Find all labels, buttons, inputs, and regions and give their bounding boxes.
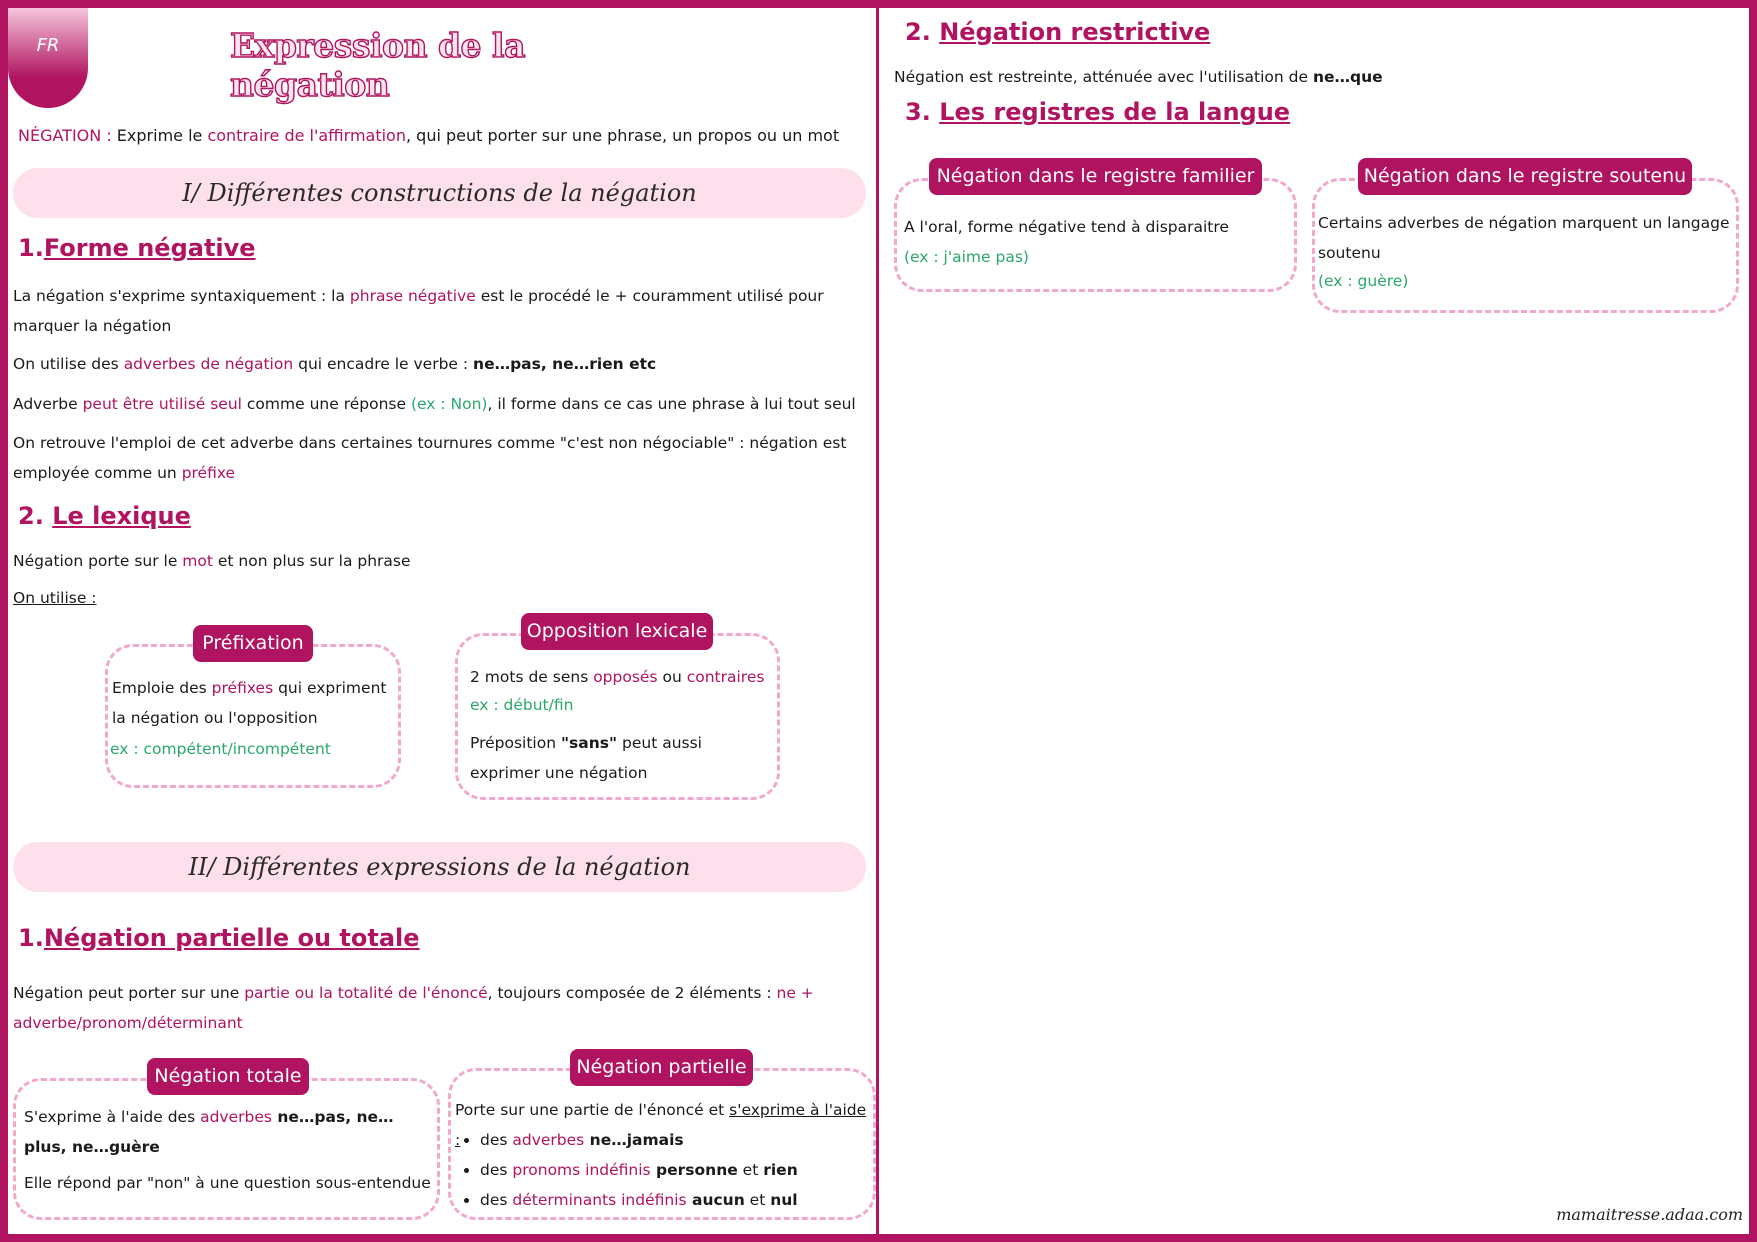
highlight: partie ou la totalité de l'énoncé	[244, 984, 488, 1002]
text: des	[480, 1131, 513, 1149]
subject-tab: FR	[8, 8, 88, 108]
bold-text: aucun	[686, 1191, 745, 1209]
bold-text: ne…jamais	[584, 1131, 684, 1149]
bold-text: rien	[763, 1161, 798, 1179]
text: et non plus sur la phrase	[212, 552, 411, 570]
highlight: mot	[182, 552, 213, 570]
highlight: adverbes de négation	[123, 355, 294, 373]
bold-text: ne…pas, ne…plus, ne…guère	[24, 1108, 394, 1156]
text: Porte sur une partie de l'énoncé et	[455, 1101, 730, 1119]
text: , toujours composée de 2 éléments :	[487, 984, 777, 1002]
on-utilise-label: On utilise :	[13, 589, 97, 607]
pill-partielle: Négation partielle	[570, 1049, 753, 1086]
heading-label: Le lexique	[52, 502, 191, 530]
text: des	[480, 1191, 513, 1209]
example: (ex : Non)	[410, 395, 488, 413]
list-item	[480, 1125, 875, 1155]
heading-number: 3.	[905, 98, 931, 126]
highlight: ne + adverbe/pronom/déterminant	[13, 984, 814, 1032]
highlight: peut être utilisé seul	[82, 395, 242, 413]
text: Emploie des	[112, 679, 212, 697]
example: ex : début/fin	[470, 696, 574, 714]
heading-label: Négation partielle ou totale	[43, 924, 420, 952]
soutenu-text: Certains adverbes de négation marquent un langage soutenu	[1318, 214, 1730, 262]
highlight: préfixe	[181, 464, 236, 482]
definition-highlight: contraire de l'affirmation	[207, 126, 406, 145]
list-item	[480, 1155, 875, 1185]
paragraph	[13, 349, 863, 379]
definition-text: Exprime le	[111, 126, 208, 145]
column-divider	[876, 0, 879, 1242]
section-band-2: II/ Différentes expressions de la négation	[13, 842, 866, 892]
bold-text: ne…pas, ne…rien etc	[473, 355, 657, 373]
familier-text: A l'oral, forme négative tend à disparaitre	[904, 218, 1229, 236]
text: comme une réponse	[241, 395, 411, 413]
section-band-1: I/ Différentes constructions de la négation	[13, 168, 866, 218]
list-item	[480, 1185, 875, 1215]
pill-totale: Négation totale	[147, 1058, 309, 1095]
definition-label: NÉGATION :	[18, 126, 112, 145]
paragraph	[894, 62, 1734, 92]
example: ex : compétent/incompétent	[110, 740, 331, 758]
text: Négation porte sur le	[13, 552, 183, 570]
text: Négation peut porter sur une	[13, 984, 245, 1002]
highlight: déterminants indéfinis	[512, 1191, 687, 1209]
paragraph	[13, 428, 863, 488]
pill-familier: Négation dans le registre familier	[929, 158, 1262, 195]
totale-text-2: Elle répond par "non" à une question sous-entendue	[24, 1174, 431, 1192]
paragraph	[13, 546, 863, 576]
pill-prefixation: Préfixation	[193, 625, 313, 662]
text: On retrouve l'emploi de cet adverbe dans certaines tournures comme "c'est non négociable" : négation est employée comme un	[13, 434, 847, 482]
credit: mamaitresse.adaa.com	[1556, 1205, 1743, 1224]
text: On utilise des	[13, 355, 124, 373]
underlined-text: s'exprime à l'aide :	[455, 1101, 867, 1149]
text: La négation s'exprime syntaxiquement : la	[13, 287, 350, 305]
text: qui encadre le verbe :	[293, 355, 474, 373]
pill-opposition: Opposition lexicale	[521, 613, 713, 650]
heading-partielle-totale	[18, 924, 420, 952]
heading-label: Les registres de la langue	[939, 98, 1291, 126]
partielle-list	[455, 1125, 875, 1215]
heading-restrictive	[905, 18, 1210, 46]
heading-number: 1.	[18, 924, 44, 952]
example: (ex : guère)	[1318, 272, 1409, 290]
highlight: pronoms indéfinis	[512, 1161, 651, 1179]
paragraph	[13, 389, 863, 419]
text: peut aussi exprimer une négation	[470, 734, 702, 782]
text: Négation est restreinte, atténuée avec l'utilisation de	[894, 68, 1313, 86]
text: S'exprime à l'aide des	[24, 1108, 201, 1126]
pill-soutenu: Négation dans le registre soutenu	[1358, 158, 1692, 195]
text: est le procédé le + couramment utilisé pour marquer la négation	[13, 287, 824, 335]
bold-text: ne…que	[1312, 68, 1383, 86]
highlight: adverbes	[512, 1131, 585, 1149]
highlight: opposés	[593, 668, 658, 686]
heading-number: 2.	[18, 502, 44, 530]
text: Adverbe	[13, 395, 83, 413]
bold-text: nul	[770, 1191, 798, 1209]
heading-number: 1.	[18, 234, 44, 262]
totale-text	[24, 1102, 429, 1162]
text: et	[744, 1191, 771, 1209]
heading-registres	[905, 98, 1290, 126]
paragraph	[13, 281, 863, 341]
text: et	[737, 1161, 764, 1179]
opposition-text-2	[470, 728, 775, 788]
text: qui expriment la négation ou l'opposition	[112, 679, 387, 727]
bold-text: personne	[650, 1161, 738, 1179]
heading-lexique	[18, 502, 191, 530]
heading-forme-negative	[18, 234, 256, 262]
text: des	[480, 1161, 513, 1179]
paragraph	[13, 978, 863, 1038]
text: ou	[657, 668, 687, 686]
highlight: adverbes	[200, 1108, 272, 1126]
prefixation-text	[112, 673, 397, 733]
highlight: phrase négative	[349, 287, 476, 305]
definition	[18, 121, 858, 151]
text: , il forme dans ce cas une phrase à lui tout seul	[487, 395, 856, 413]
highlight: contraires	[686, 668, 765, 686]
text: Préposition	[470, 734, 561, 752]
page-title: Expression de la négation	[230, 26, 525, 104]
definition-text: , qui peut porter sur une phrase, un propos ou un mot	[405, 126, 840, 145]
bold-text: "sans"	[560, 734, 618, 752]
heading-label: Forme négative	[43, 234, 256, 262]
heading-number: 2.	[905, 18, 931, 46]
highlight: préfixes	[211, 679, 274, 697]
heading-label: Négation restrictive	[939, 18, 1211, 46]
opposition-text	[470, 662, 775, 692]
text: 2 mots de sens	[470, 668, 594, 686]
example: (ex : j'aime pas)	[904, 248, 1029, 266]
